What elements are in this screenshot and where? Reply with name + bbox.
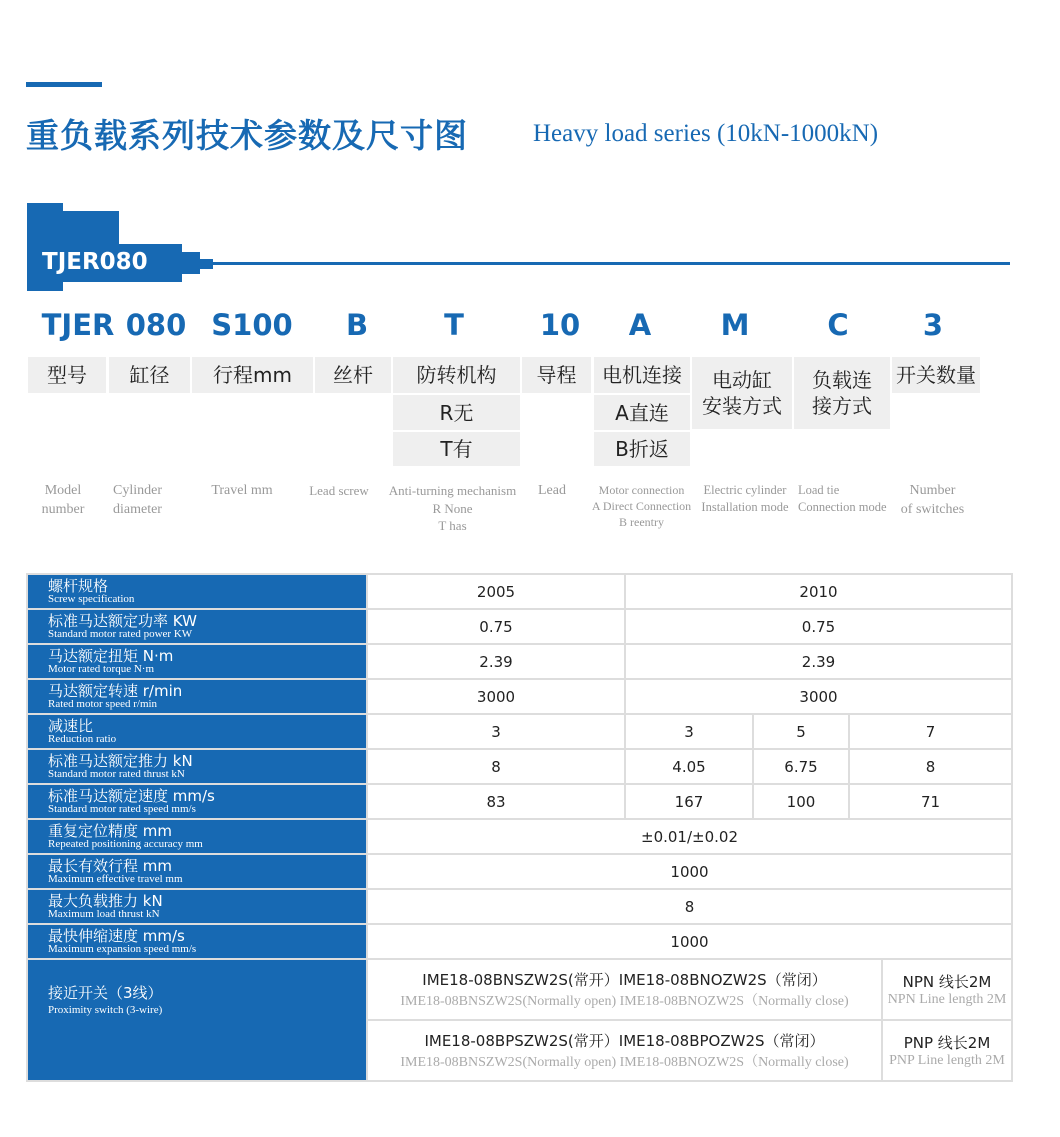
option-motor-b: B折返 — [594, 432, 690, 466]
table-row — [27, 574, 1012, 609]
table-cell: 2010 — [625, 574, 1012, 609]
option-anti-turn-t: T有 — [393, 432, 520, 466]
table-cell: 100 — [753, 784, 849, 819]
code-install-mode: M — [720, 308, 750, 342]
table-cell: 3000 — [625, 679, 1012, 714]
table-cell: 8 — [367, 749, 625, 784]
label-model: 型号 — [28, 357, 106, 393]
row-header: 马达额定扭矩 N·m Motor rated torque N·m — [27, 644, 367, 679]
label-load-connection-line2: 接方式 — [812, 394, 872, 418]
page-title-en: Heavy load series (10kN-1000kN) — [533, 120, 879, 147]
table-cell: 83 — [367, 784, 625, 819]
table-cell: ±0.01/±0.02 — [367, 819, 1012, 854]
en-screw: Lead screw — [309, 483, 369, 498]
option-anti-turn-r: R无 — [393, 395, 520, 430]
table-cell: 2.39 — [367, 644, 625, 679]
table-cell: 3000 — [367, 679, 625, 714]
page-title-cn: 重负载系列技术参数及尺寸图 — [26, 116, 468, 155]
label-load-connection — [794, 357, 890, 429]
en-travel: Travel mm — [211, 483, 273, 498]
en-load-connection: Load tie Connection mode — [798, 483, 887, 514]
table-cell: 3 — [625, 714, 753, 749]
row-header: 最大负载推力 kN Maximum load thrust kN — [27, 889, 367, 924]
label-travel: 行程mm — [192, 357, 313, 393]
label-install-mode-line1: 电动缸 — [712, 368, 772, 392]
code-motor-connection: A — [628, 308, 652, 342]
row-header: 减速比 Reduction ratio — [27, 714, 367, 749]
table-row — [27, 679, 1012, 714]
label-motor-connection: 电机连接 — [594, 357, 690, 393]
table-cell: 4.05 — [625, 749, 753, 784]
switch-row — [27, 959, 1012, 1020]
switch-header: 接近开关（3线） Proximity switch (3-wire) — [27, 959, 367, 1081]
row-header: 螺杆规格 Screw specification — [27, 574, 367, 609]
label-lead: 导程 — [522, 357, 591, 393]
table-cell: 0.75 — [367, 609, 625, 644]
spec-table — [26, 573, 1013, 1082]
label-load-connection-line1: 负载连 — [812, 368, 872, 392]
switch-type: NPN 线长2M NPN Line length 2M — [882, 959, 1012, 1020]
code-model: TJER — [41, 308, 115, 342]
switch-models: IME18-08BPSZW2S(常开）IME18-08BPOZW2S（常闭） IME18-08BNSZW2S(Normally open) IME18-08BNOZW2S（Normally close) — [367, 1020, 882, 1081]
option-motor-a: A直连 — [594, 395, 690, 430]
table-row — [27, 924, 1012, 959]
table-row — [27, 644, 1012, 679]
table-cell: 71 — [849, 784, 1012, 819]
switch-type: PNP 线长2M PNP Line length 2M — [882, 1020, 1012, 1081]
table-row — [27, 784, 1012, 819]
table-row — [27, 714, 1012, 749]
table-cell: 1000 — [367, 924, 1012, 959]
table-cell: 8 — [367, 889, 1012, 924]
en-model: Model number — [41, 483, 85, 517]
code-diameter: 080 — [125, 308, 187, 342]
table-row — [27, 819, 1012, 854]
code-travel: S100 — [211, 308, 293, 342]
label-screw: 丝杆 — [315, 357, 391, 393]
table-cell: 0.75 — [625, 609, 1012, 644]
table-cell: 2005 — [367, 574, 625, 609]
table-row — [27, 609, 1012, 644]
table-cell: 7 — [849, 714, 1012, 749]
row-header: 最快伸缩速度 mm/s Maximum expansion speed mm/s — [27, 924, 367, 959]
en-motor-connection: Motor connection A Direct Connection B reentry — [591, 483, 692, 530]
table-row — [27, 889, 1012, 924]
row-header: 重复定位精度 mm Repeated positioning accuracy mm — [27, 819, 367, 854]
label-install-mode — [692, 357, 792, 429]
row-header: 标准马达额定速度 mm/s Standard motor rated speed mm/s — [27, 784, 367, 819]
table-cell: 2.39 — [625, 644, 1012, 679]
table-cell: 5 — [753, 714, 849, 749]
en-diameter: Cylinder diameter — [113, 483, 162, 517]
title-accent-bar — [26, 82, 102, 87]
row-header: 最长有效行程 mm Maximum effective travel mm — [27, 854, 367, 889]
table-row — [27, 749, 1012, 784]
code-switch-count: 3 — [922, 308, 944, 342]
en-install-mode: Electric cylinder Installation mode — [701, 483, 789, 514]
label-anti-turn: 防转机构 — [393, 357, 520, 393]
row-header: 马达额定转速 r/min Rated motor speed r/min — [27, 679, 367, 714]
label-switch-count: 开关数量 — [892, 357, 980, 393]
en-lead: Lead — [538, 483, 566, 498]
code-screw: B — [345, 308, 369, 342]
table-cell: 8 — [849, 749, 1012, 784]
row-header: 标准马达额定推力 kN Standard motor rated thrust kN — [27, 749, 367, 784]
code-load-connection: C — [827, 308, 849, 342]
code-anti-turn: T — [444, 308, 464, 342]
code-lead: 10 — [539, 308, 581, 342]
diagram-model-label: TJER080 — [42, 249, 148, 275]
table-cell: 3 — [367, 714, 625, 749]
switch-models: IME18-08BNSZW2S(常开）IME18-08BNOZW2S（常闭） IME18-08BNSZW2S(Normally open) IME18-08BNOZW2S（Normally close) — [367, 959, 882, 1020]
table-cell: 1000 — [367, 854, 1012, 889]
table-cell: 167 — [625, 784, 753, 819]
row-header: 标准马达额定功率 KW Standard motor rated power KW — [27, 609, 367, 644]
label-diameter: 缸径 — [109, 357, 190, 393]
table-cell: 6.75 — [753, 749, 849, 784]
en-anti-turn: Anti-turning mechanism R None T has — [388, 483, 517, 534]
en-switch-count: Number of switches — [900, 483, 965, 517]
table-row — [27, 854, 1012, 889]
label-install-mode-line2: 安装方式 — [702, 394, 782, 418]
